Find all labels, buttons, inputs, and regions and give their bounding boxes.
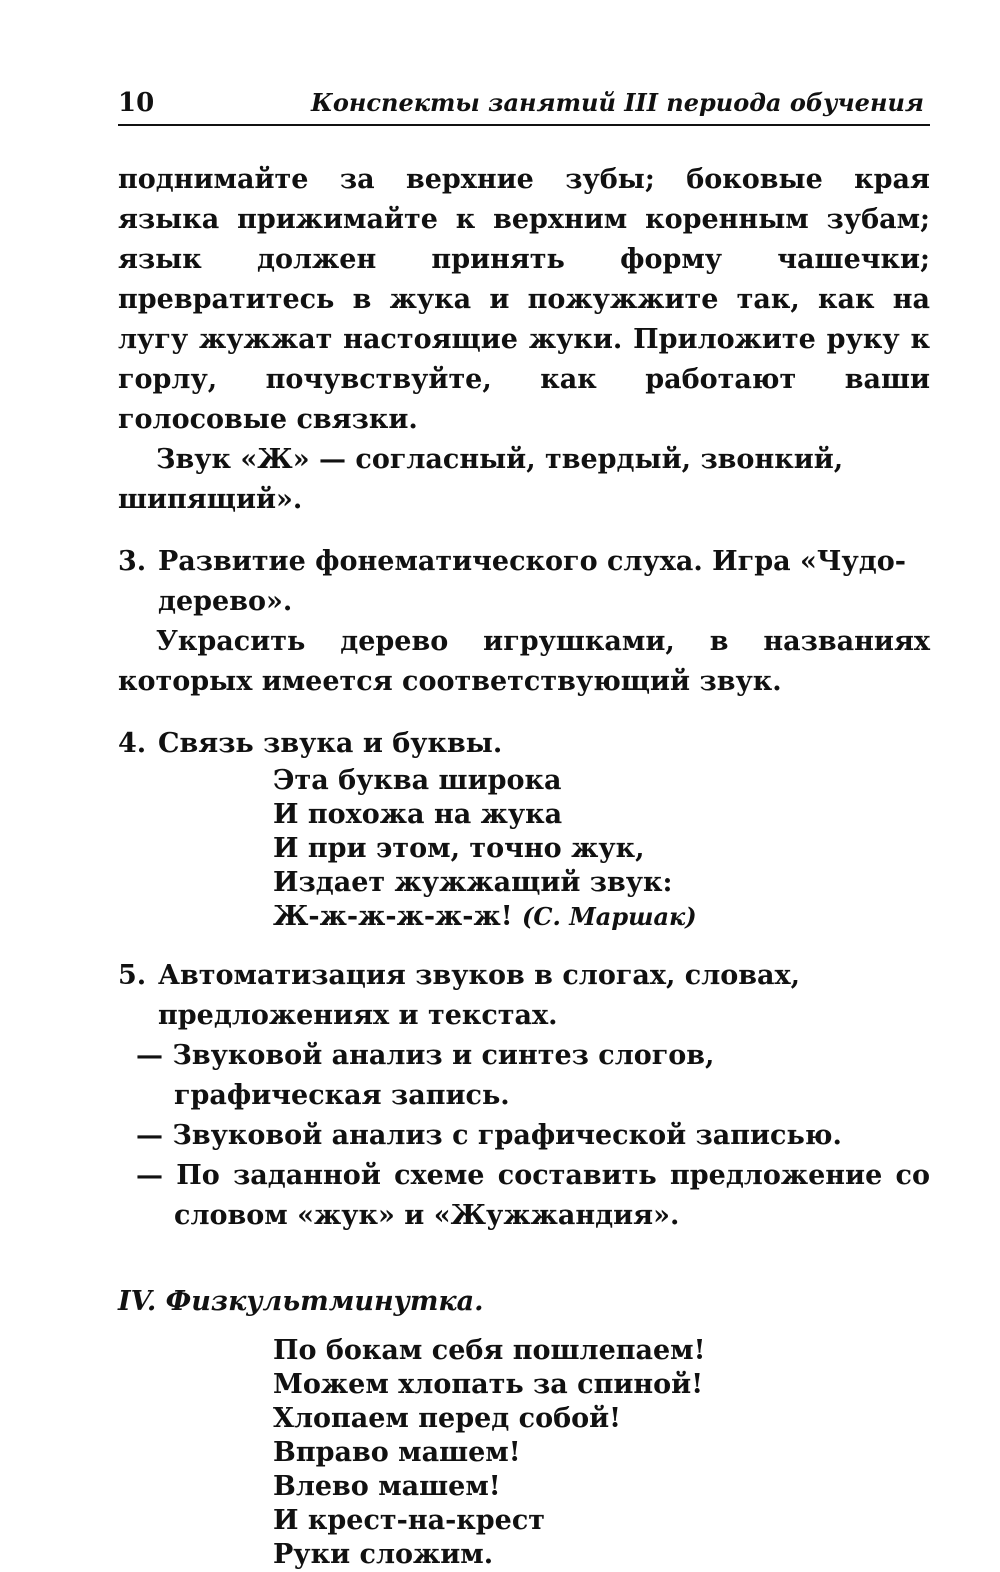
list-item-5 xyxy=(118,956,930,1036)
poem-marshak xyxy=(118,764,930,934)
section-title: IV. Физкультминутка. xyxy=(118,1286,484,1317)
paragraph-articulation: поднимайте за верхние зубы; боковые края языка прижимайте к верхним коренным зубам; язык должен принять форму чашечки; превратитесь в жука и пожужжите так, как на лугу жужжат настоящие жуки. Приложите руку к горлу, почувствуйте, как работают ваши голосовые связки. xyxy=(118,164,930,435)
poem-line: Можем хлопать за спиной! xyxy=(273,1369,704,1400)
dash-item: — По заданной схеме составить предложение со словом «жук» и «Жужжандия». xyxy=(136,1160,930,1231)
dash-item: — Звуковой анализ с графической записью. xyxy=(136,1120,842,1151)
page-body xyxy=(118,160,930,1572)
page-number: 10 xyxy=(118,88,155,118)
item-text: Автоматизация звуков в слогах, словах, предложениях и текстах. xyxy=(158,960,801,1031)
poem-line: И похожа на жука xyxy=(273,799,563,830)
item-number: 4. xyxy=(118,728,147,759)
item-number: 3. xyxy=(118,546,147,577)
poem-line: И при этом, точно жук, xyxy=(273,833,645,864)
list-item-3 xyxy=(118,542,930,622)
poem-line: Издает жужжащий звук: xyxy=(273,867,673,898)
page-header xyxy=(118,84,930,126)
poem-line: Вправо машем! xyxy=(273,1437,521,1468)
poem-line: По бокам себя пошлепаем! xyxy=(273,1335,706,1366)
poem-line: Влево машем! xyxy=(273,1471,501,1502)
poem-line: Руки сложим. xyxy=(273,1539,494,1570)
poem-line: Эта буква широка xyxy=(273,765,562,796)
list-item-4 xyxy=(118,724,930,764)
poem-line: И крест-на-крест xyxy=(273,1505,546,1536)
poem-line xyxy=(273,900,930,934)
poem-last-line: Ж-ж-ж-ж-ж-ж! xyxy=(273,901,513,932)
poem-source: (С. Маршак) xyxy=(522,902,697,931)
running-title: Конспекты занятий III периода обучения xyxy=(311,88,924,117)
item-text: Развитие фонематического слуха. Игра «Чудо-дерево». xyxy=(158,546,906,617)
item-3-description: Украсить дерево игрушками, в названиях которых имеется соответствующий звук. xyxy=(118,626,930,697)
item-text: Связь звука и буквы. xyxy=(158,728,503,759)
dash-item: — Звуковой анализ и синтез слогов, графическая запись. xyxy=(136,1040,715,1111)
poem-line: Хлопаем перед собой! xyxy=(273,1403,622,1434)
poem-exercise xyxy=(118,1334,930,1572)
paragraph-sound-description: Звук «Ж» — согласный, твердый, звонкий, шипящий». xyxy=(118,444,844,515)
item-number: 5. xyxy=(118,960,147,991)
